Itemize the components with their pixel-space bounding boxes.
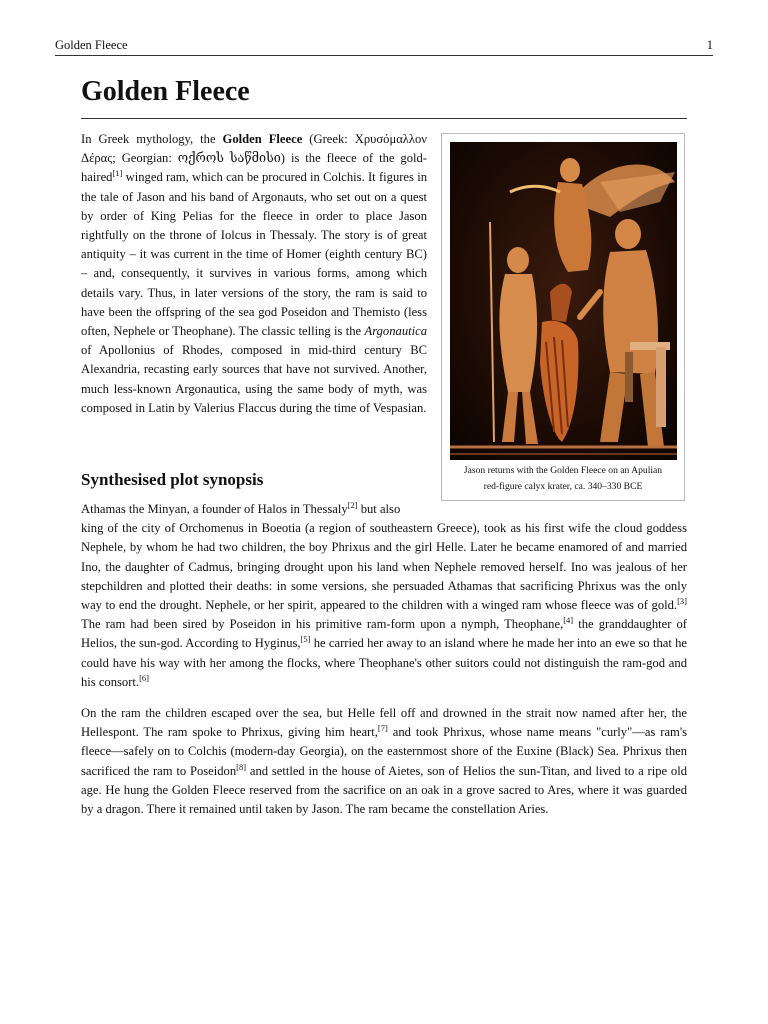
body-text: On the ram the children escaped over the sea, but Helle fell off and drowned in the strait now named after her, the Hellespont. The ram spoke to Phrixus, giving him heart, [81,706,687,740]
body-text: Athamas the Minyan, a founder of Halos in Thessaly [81,502,348,516]
citation-link[interactable]: [5] [300,634,311,645]
citation-link[interactable]: [3] [677,595,687,606]
page-title: Golden Fleece [81,76,250,107]
body-paragraph [81,500,687,692]
body-text: and took Phrixus, whose name means "curly"―as ram's fleece―safely on to Colchis (modern-day Georgia), on the easternmost shore of the Euxine (Black) Sea. Phrixus then sacrificed the ram to Poseidon [81,725,687,778]
citation-link[interactable]: [2] [347,499,358,510]
lead-text: of Apollonius of Rhodes, composed in mid-third century BC Alexandria, recasting early sources that have not survived. Another, much less-known Argonautica, using the same body of myth, was composed in Latin by Valerius Flaccus during the time of Vespasian. [81,343,427,415]
lead-text: (Greek: Χρυσόμαλλον Δέρας; Georgian: ოქროს საწმისი) is the fleece of the gold-haired [81,132,428,185]
citation-link[interactable]: [8] [236,761,247,772]
body-text: but also [357,502,401,516]
page-number: 1 [706,38,713,52]
figure-box [441,133,685,501]
citation-link[interactable]: [6] [139,672,149,683]
lead-bold-term: Golden Fleece [222,132,303,146]
paragraph-first-line [81,500,427,519]
running-title: Golden Fleece [55,38,128,52]
figure-caption [446,463,680,495]
section-heading: Synthesised plot synopsis [81,470,264,489]
citation-link[interactable]: [7] [377,723,388,734]
body-text: and settled in the house of Aietes, son of Helios the sun-Titan, and lived to a ripe old age. He hung the Golden Fleece reserved from the sacrifice on an oak in a grove sacred to Ares, where it was guarded by a dragon. There it remained until taken by Jason. The ram became the constellation Aries. [81,763,687,817]
body-text: the granddaughter of Helios, the sun-god. According to Hyginus, [81,617,687,651]
title-divider [81,118,687,119]
caption-line: Jason returns with the Golden Fleece on an Apulian [463,465,663,476]
body-text: The ram had been sired by Poseidon in his primitive ram-form upon a nymph, Theophane, [81,617,564,632]
lead-text: In Greek mythology, the [81,132,223,146]
caption-line: red-figure calyx krater, ca. 340–330 BCE [483,481,643,492]
lead-paragraph [81,130,427,418]
krater-image [450,142,677,460]
body-text: he carried her away to an island where he made her into an ewe so that he could have his way with her among the flocks, where Theophane's other suitors could not distinguish the ram-god and his consort. [81,636,687,689]
lead-italic-title: Argonautica [364,324,427,339]
lead-text: winged ram, which can be procured in Colchis. It figures in the tale of Jason and his band of Argonauts, who set out on a quest by order of King Pelias for the fleece in order to place Jason rightfully on the throne of Iolcus in Thessaly. The story is of great antiquity – it was current in the time of Homer (eighth century BC) – and, consequently, it survives in various forms, among which details vary. Thus, in later versions of the story, the ram is said to have been the offspring of the sea god Poseidon and Themisto (less often, Nephele or Theophane). The classic telling is the [81,170,427,339]
running-header [55,38,713,56]
citation-link[interactable]: [4] [563,615,574,626]
body-text: king of the city of Orchomenus in Boeotia (a region of southeastern Greece), took as his first wife the cloud goddess Nephele, by whom he had two children, the boy Phrixus and the girl Helle. Later he became enamored of and married Ino, the daughter of Cadmus, bringing drought upon his land when Nephele removed herself. Ino was jealous of her stepchildren and plotted their deaths: in some versions, she persuaded Athamas that sacrificing Phrixus was the only way to end the drought. Nephele, or her spirit, appeared to the children with a winged ram whose fleece was of gold. [81,521,687,613]
body-paragraph [81,704,687,819]
citation-link[interactable]: [1] [112,168,123,179]
